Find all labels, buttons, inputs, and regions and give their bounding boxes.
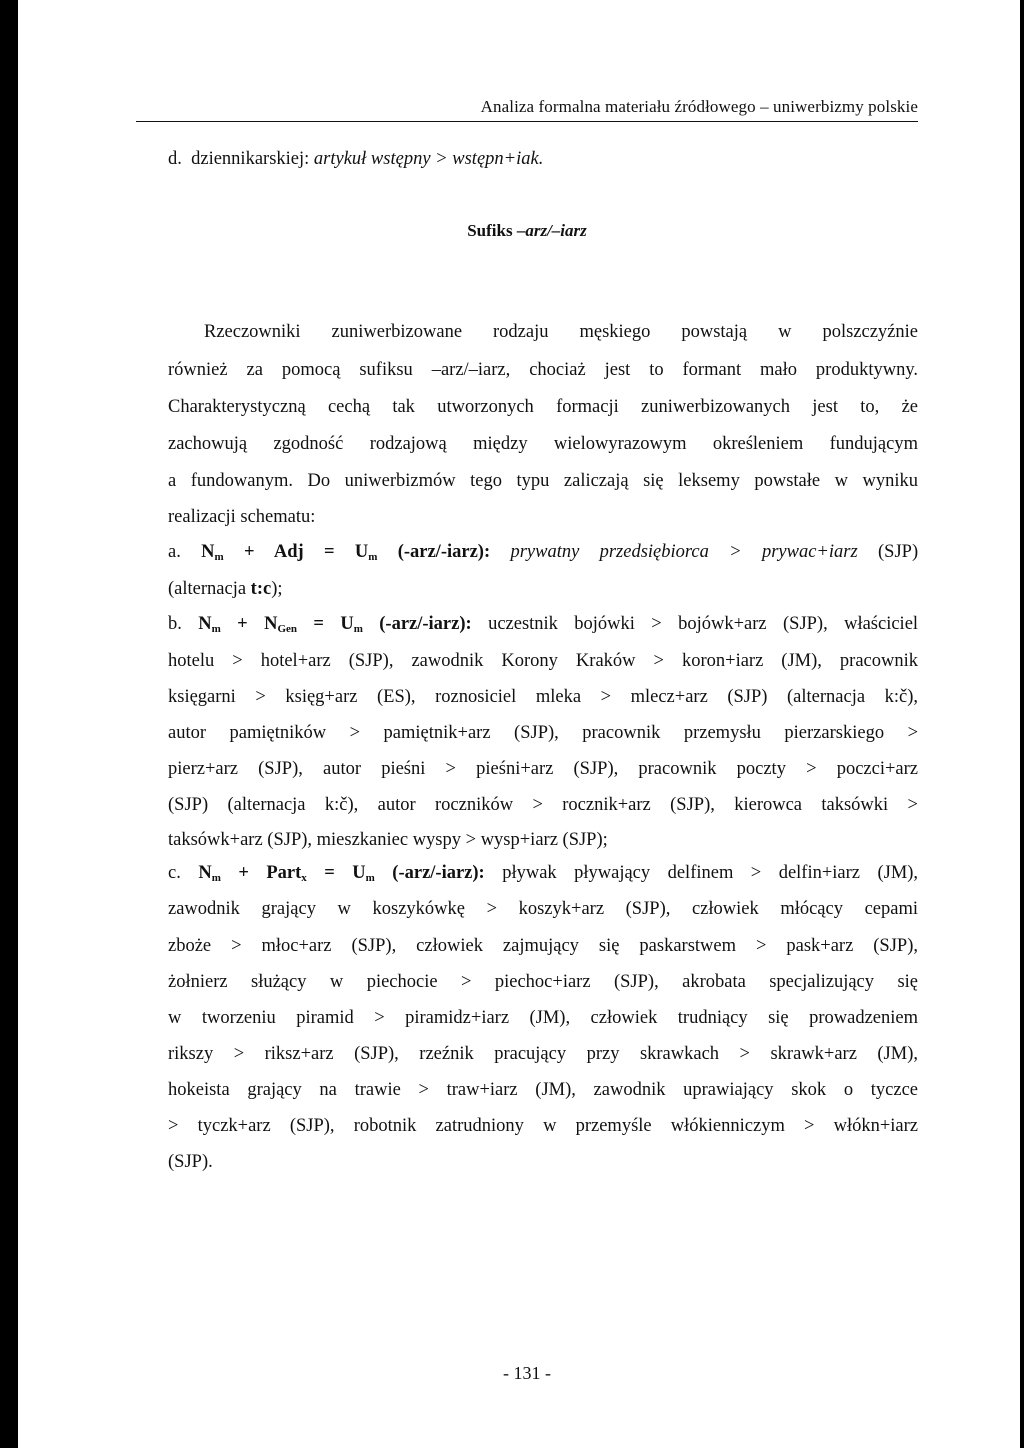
list-item-c [168, 862, 918, 889]
example-line: rikszy > riksz+arz (SJP), rzeźnik pracujący przy skrawkach > skrawk+arz (JM), [168, 1044, 918, 1064]
item-example: artykuł wstępny > wstępn+iak. [313, 149, 544, 169]
example-line: (SJP). [168, 1152, 213, 1172]
page-number: - 131 - [503, 1363, 551, 1383]
list-item-a-cont: (alternacja t:c); [168, 579, 283, 599]
example-line: zboże > młoc+arz (SJP), człowiek zajmujący się paskarstwem > pask+arz (SJP), [168, 936, 918, 956]
section-title [136, 220, 918, 242]
item-example: prywatny przedsiębiorca > prywac+iarz [510, 542, 858, 562]
schema-formula: $N_m + N_{Gen} = U_m$ (-arz/-iarz): [198, 614, 472, 635]
example-line: hokeista grający na trawie > traw+iarz (JM), zawodnik uprawiający skok o tyczce [168, 1080, 918, 1100]
paragraph-line: zachowują zgodność rodzajową między wielowyrazowym określeniem fundującym [168, 434, 918, 454]
header-rule [136, 121, 918, 122]
paragraph-line: a fundowanym. Do uniwerbizmów tego typu zaliczają się leksemy powstałe w wyniku [168, 471, 918, 491]
item-marker: c. [168, 863, 181, 883]
source-tag: (SJP) [878, 542, 919, 562]
item-examples: pływak pływający delfinem > delfin+iarz (JM), [502, 863, 919, 883]
example-line: w tworzeniu piramid > piramidz+iarz (JM), człowiek trudniący się prowadzeniem [168, 1008, 918, 1028]
example-line: księgarni > księg+arz (ES), roznosiciel mleka > mlecz+arz (SJP) (alternacja k:č), [168, 687, 918, 707]
example-line: pierz+arz (SJP), autor pieśni > pieśni+arz (SJP), pracownik poczty > poczci+arz [168, 759, 918, 779]
section-title-prefix: Sufiks – [467, 221, 526, 240]
section-title-suffix: arz/–iarz [525, 221, 587, 240]
paragraph-line: Rzeczowniki zuniwerbizowane rodzaju męskiego powstają w polszczyźnie [204, 322, 918, 342]
example-line: zawodnik grający w koszykówkę > koszyk+arz (SJP), człowiek młócący cepami [168, 899, 918, 919]
paragraph-line: realizacji schematu: [168, 507, 316, 527]
list-item-b [168, 613, 918, 640]
document-page [18, 0, 1020, 1448]
example-line: > tyczk+arz (SJP), robotnik zatrudniony w przemyśle włókienniczym > włókn+iarz [168, 1116, 918, 1136]
item-marker: a. [168, 542, 181, 562]
schema-formula: $N_m$ + Part$_x$ = $U_m$ (-arz/-iarz): [198, 863, 485, 884]
list-item-d [168, 148, 918, 170]
paragraph-line: Charakterystyczną cechą tak utworzonych formacji zuniwerbizowanych jest to, że [168, 397, 918, 417]
item-marker: d. [168, 149, 182, 169]
example-line: (SJP) (alternacja k:č), autor roczników > rocznik+arz (SJP), kierowca taksówki > [168, 795, 918, 815]
list-item-a [168, 541, 918, 568]
item-label: dziennikarskiej: [191, 149, 310, 169]
example-line: żołnierz służący w piechocie > piechoc+iarz (SJP), akrobata specjalizujący się [168, 972, 918, 992]
example-line: hotelu > hotel+arz (SJP), zawodnik Korony Kraków > koron+iarz (JM), pracownik [168, 651, 918, 671]
example-line: autor pamiętników > pamiętnik+arz (SJP), pracownik przemysłu pierzarskiego > [168, 723, 918, 743]
running-header: Analiza formalna materiału źródłowego – uniwerbizmy polskie [480, 97, 918, 116]
paragraph-line: również za pomocą sufiksu –arz/–iarz, chociaż jest to formant mało produktywny. [168, 360, 918, 380]
example-line: taksówk+arz (SJP), mieszkaniec wyspy > wysp+iarz (SJP); [168, 830, 608, 850]
schema-formula: $N_m$ + Adj = $U_m$ (-arz/-iarz): [201, 542, 491, 563]
item-marker: b. [168, 614, 182, 634]
item-examples: uczestnik bojówki > bojówk+arz (SJP), właściciel [488, 614, 919, 634]
